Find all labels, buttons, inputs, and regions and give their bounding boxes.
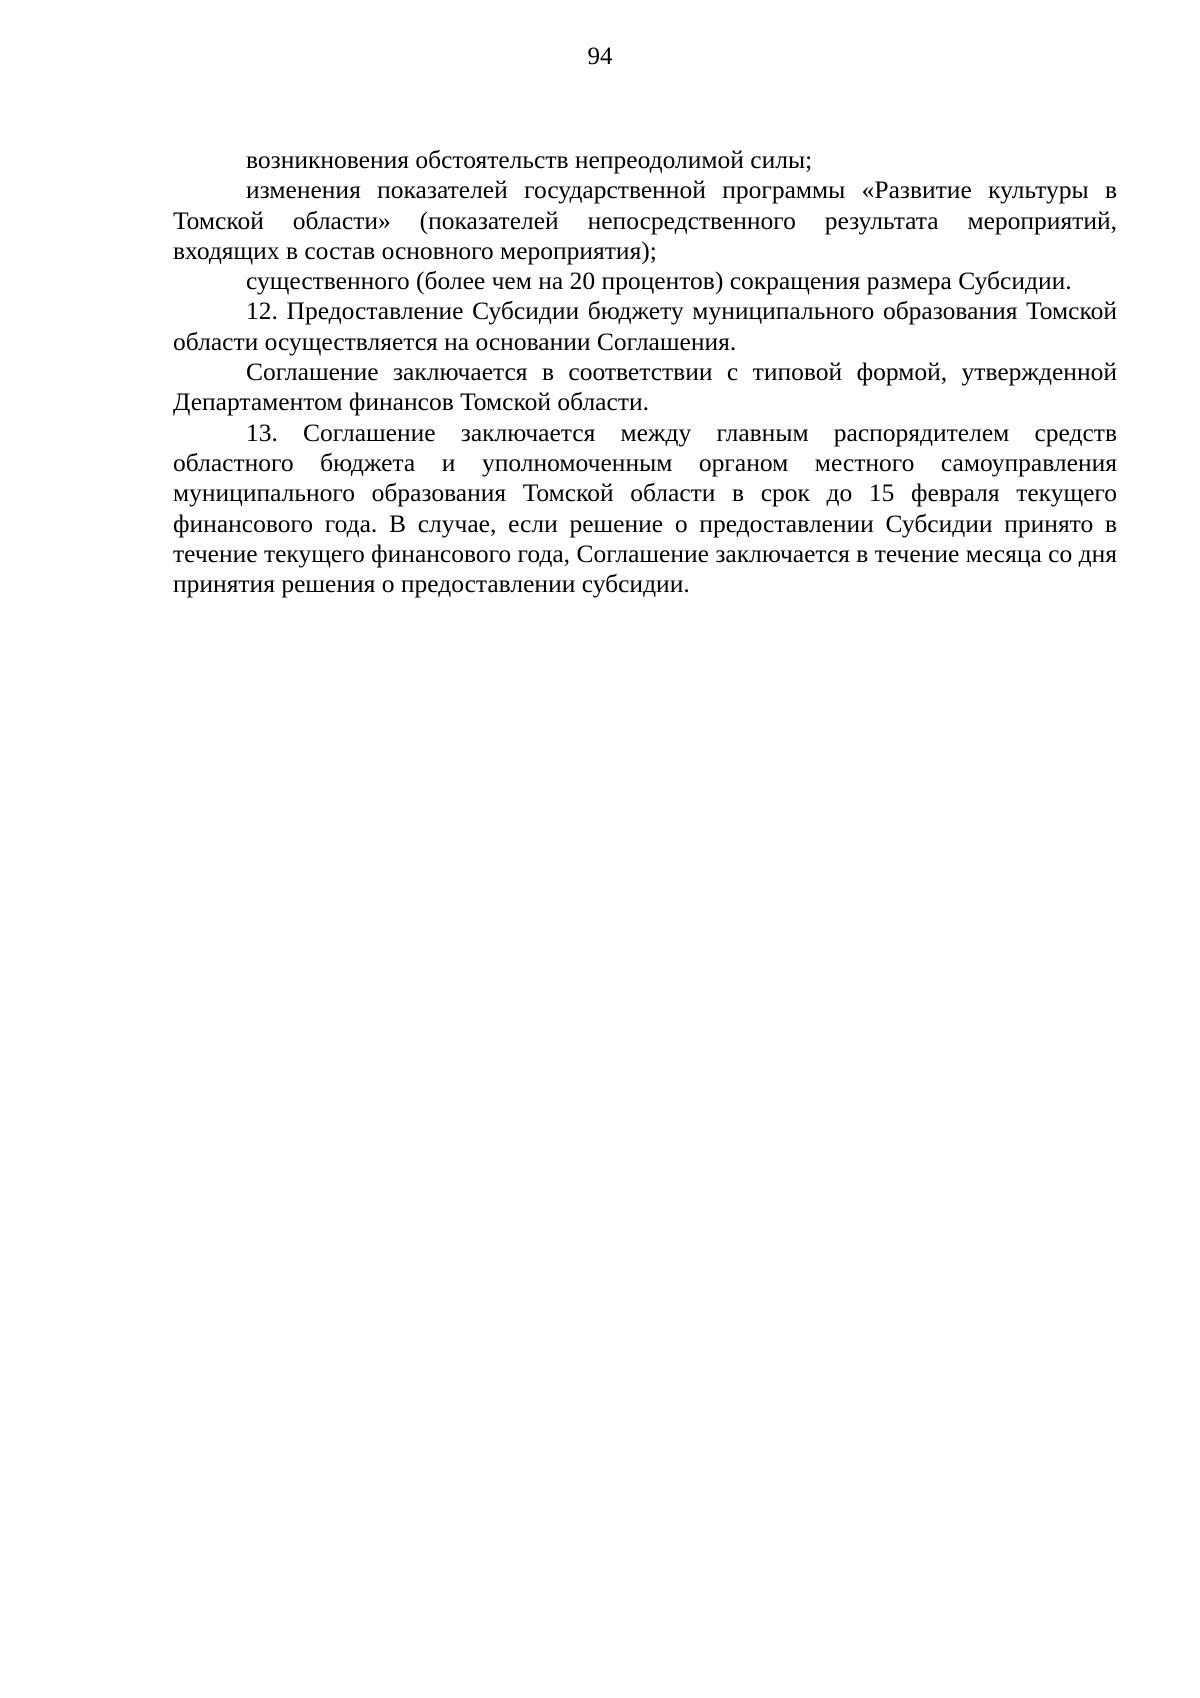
- paragraph-agreement-form: Соглашение заключается в соответствии с типовой формой, утвержденной Департаментом финансов Томской области.: [173, 357, 1117, 417]
- paragraph-item-13: 13. Соглашение заключается между главным распорядителем средств областного бюджета и уполномоченным органом местного самоуправления муниципального образования Томской области в срок до 15 февраля текущего финансового года. В случае, если решение о предоставлении Субсидии принято в течение текущего финансового года, Соглашение заключается в течение месяца со дня принятия решения о предоставлении субсидии.: [173, 417, 1117, 599]
- paragraph-subsidy-reduction: существенного (более чем на 20 процентов) сокращения размера Субсидии.: [246, 266, 1072, 296]
- paragraph-item-12: 12. Предоставление Субсидии бюджету муниципального образования Томской области осуществляется на основании Соглашения.: [173, 296, 1117, 356]
- page-number: 94: [587, 43, 613, 70]
- document-body: [173, 145, 1117, 599]
- paragraph-program-indicators: изменения показателей государственной программы «Развитие культуры в Томской области» (показателей непосредственного результата мероприятий, входящих в состав основного мероприятия);: [173, 175, 1117, 265]
- paragraph-force-majeure: возникновения обстоятельств непреодолимой силы;: [246, 145, 813, 174]
